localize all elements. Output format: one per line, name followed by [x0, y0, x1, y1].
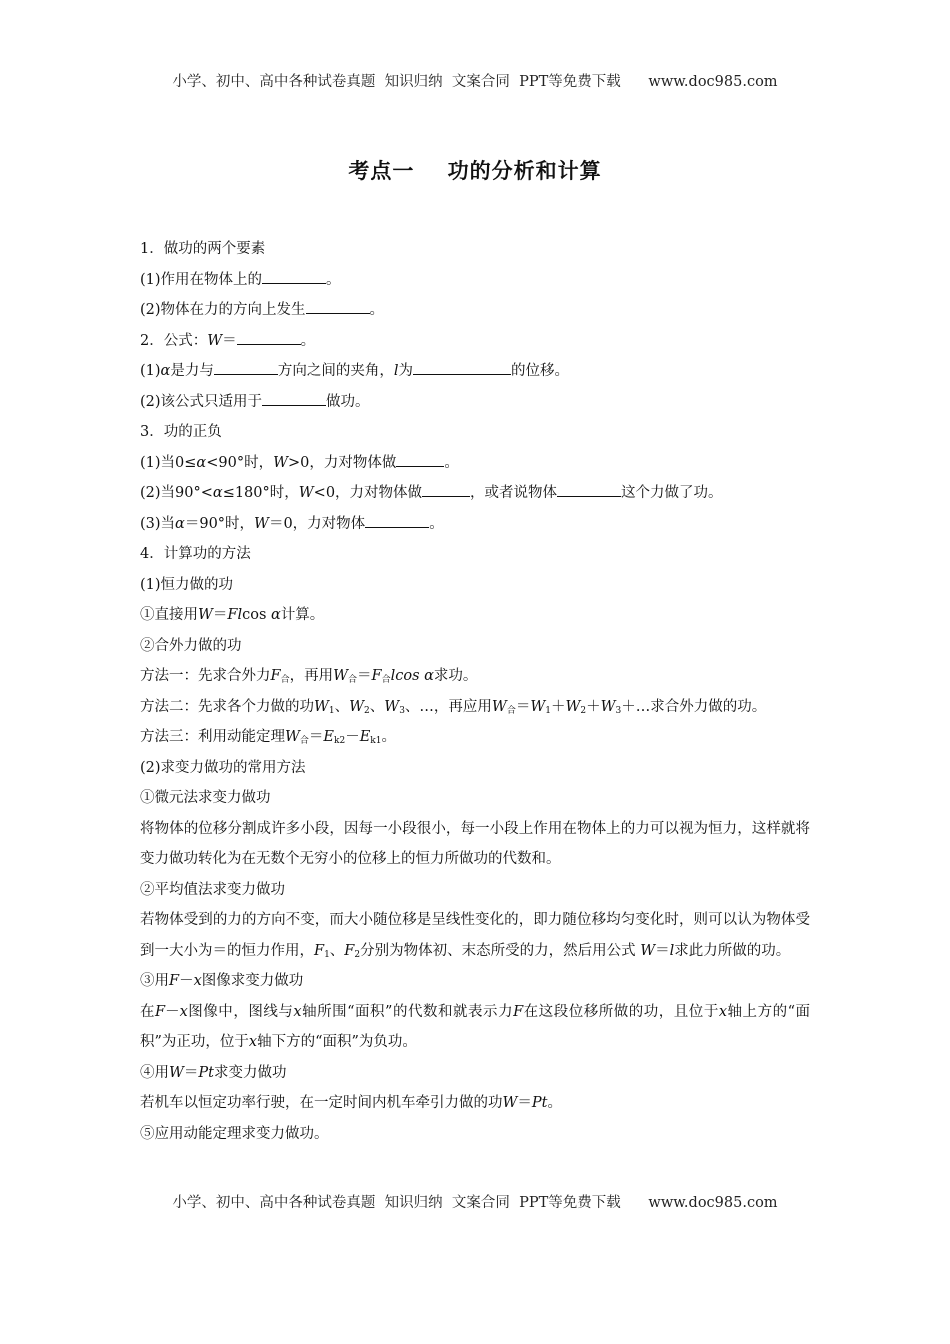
fill-blank: [262, 268, 326, 284]
fill-blank: [557, 481, 621, 497]
fill-blank: [413, 359, 511, 375]
s4-variable-5: ⑤应用动能定理求变力做功。: [140, 1125, 329, 1142]
s3-line-3: (3)当α＝90°时，W＝0，力对物体 。: [140, 509, 810, 540]
s4-item-1: ①直接用W＝Flcos α计算。: [140, 607, 325, 623]
s4-method-1: 方法一：先求合外力$F_合$，再用$W_合=F_合lcos$ α求功。: [140, 668, 478, 685]
s2-line-2: (2)该公式只适用于 做功。: [140, 387, 810, 418]
fill-blank: [396, 451, 444, 467]
s4-part-1: (1)恒力做的功: [140, 576, 234, 593]
s4-variable-4: ④用W＝Pt求变力做功: [140, 1064, 287, 1081]
page-footer: 小学、初中、高中各种试卷真题 知识归纳 文案合同 PPT等免费下载 www.doc985.com: [172, 1195, 778, 1211]
s1-line-2: (2)物体在力的方向上发生 。: [140, 295, 810, 326]
s4-variable-2: ②平均值法求变力做功: [140, 881, 285, 898]
fill-blank: [365, 512, 429, 528]
section-1-heading: 1．做功的两个要素: [140, 241, 266, 257]
s4-variable-3: ③用F－x图像求变力做功: [140, 973, 304, 989]
fill-blank: [214, 359, 278, 375]
s4-method-3: 方法三：利用动能定理$W_合=E_{k2}-E_{k1}$。: [140, 729, 396, 746]
fill-blank: [422, 481, 470, 497]
s4-variable-1-text: 将物体的位移分割成许多小段，因每一小段很小，每一小段上作用在物体上的力可以视为恒力，这样就将变力做功转化为在无数个无穷小的位移上的恒力所做功的代数和。: [140, 820, 810, 867]
s4-variable-3-text: 在F－x图像中，图线与x轴所围“面积”的代数和就表示力F在这段位移所做的功，且位于x轴上方的“面积”为正功，位于x轴下方的“面积”为负功。: [140, 1003, 811, 1050]
section-3-heading: 3．功的正负: [140, 424, 222, 440]
s4-variable-1: ①微元法求变力做功: [140, 790, 271, 806]
page-title: 考点一 功的分析和计算: [348, 158, 602, 183]
fill-blank: [306, 298, 370, 314]
main-content: [140, 234, 810, 1149]
section-2-heading: 2．公式：W＝ 。: [140, 326, 810, 357]
s4-part-2: (2)求变力做功的常用方法: [140, 759, 306, 776]
s1-line-1: (1)作用在物体上的 。: [140, 265, 810, 296]
s4-item-2: ②合外力做的功: [140, 637, 242, 654]
fill-blank: [237, 329, 301, 345]
s4-variable-2-text: 若物体受到的力的方向不变，而大小随位移是呈线性变化的，即力随位移均匀变化时，则可以认为物体受到一大小为＝的恒力作用，$F_1$、$F_2$分别为物体初、末态所受的力，然后用公式 W＝l求此力所做的功。: [140, 912, 810, 960]
fill-blank: [262, 390, 326, 406]
s3-line-2: (2)当90°<α≤180°时，W<0，力对物体做 ，或者说物体 这个力做了功。: [140, 478, 810, 509]
section-4-heading: 4．计算功的方法: [140, 546, 251, 562]
s4-variable-4-text: 若机车以恒定功率行驶，在一定时间内机车牵引力做的功W＝Pt。: [140, 1095, 562, 1111]
s4-method-2: 方法二：先求各个力做的功$W_1$、$W_2$、$W_3$、…，再应用$W_合=W_1+W_2+W_3+\dots$求合外力做的功。: [140, 698, 767, 716]
s2-line-1: (1)α是力与 方向之间的夹角，l为 的位移。: [140, 356, 810, 387]
page-header: 小学、初中、高中各种试卷真题 知识归纳 文案合同 PPT等免费下载 www.doc985.com: [172, 74, 778, 90]
s3-line-1: (1)当0≤α<90°时，W>0，力对物体做 。: [140, 448, 810, 479]
